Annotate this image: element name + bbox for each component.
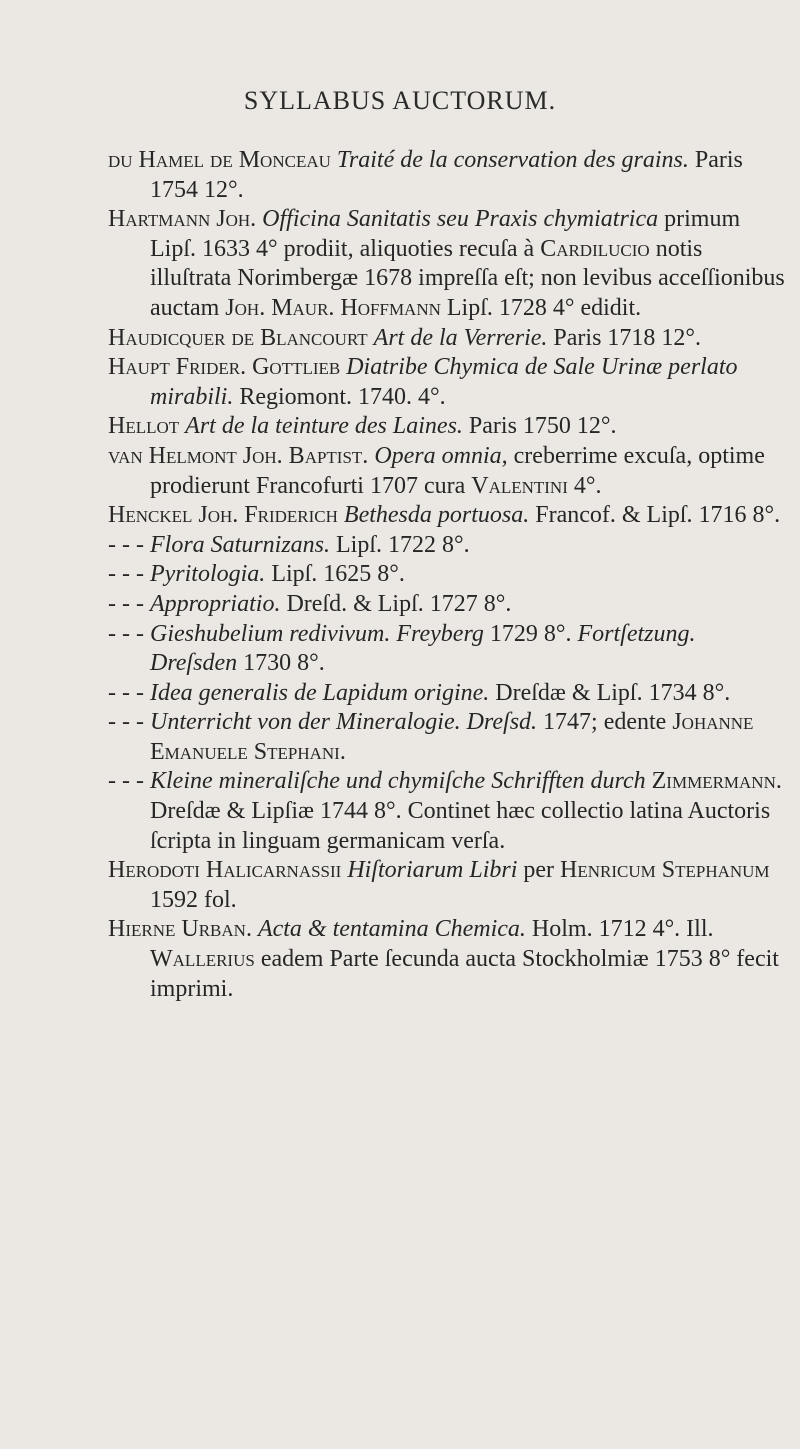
author-name: Henricum Stephanum — [560, 857, 770, 884]
author-name: Haupt Frider. Gottlieb — [108, 354, 341, 381]
bibliography-entry — [108, 590, 788, 620]
entry-text: 1730 8°. — [237, 650, 325, 677]
bibliography-entry — [108, 531, 788, 561]
entry-text: notis illuſtrata Norimbergæ 1678 impreſſa eſt; non levibus acceſſionibus auctam — [150, 235, 785, 321]
work-title: Appropriatio. — [149, 590, 281, 617]
bibliography-entry — [108, 501, 788, 531]
work-title: Traité de la conservation des grains. — [336, 147, 689, 173]
work-title: Bethesda portuosa. — [343, 502, 530, 529]
work-title: Pyritologia. — [149, 561, 266, 588]
work-title: Unterricht von der Mineralogie. Dreſsd. — [149, 709, 538, 736]
author-name: Henckel Joh. Friderich — [108, 502, 338, 529]
entry-text: Dreſdæ & Lipſ. 1734 8°. — [489, 679, 731, 706]
running-header: SYLLABUS AUCTORUM. — [243, 86, 557, 115]
author-name: Hartmann Joh. — [108, 206, 257, 233]
entry-text: - - - — [108, 620, 150, 647]
bibliography-entry — [108, 442, 788, 501]
bibliography-list — [108, 146, 788, 1004]
author-name: Herodoti Halicarnassii — [108, 857, 342, 884]
work-title: Fortſetzung. Dreſsden — [150, 620, 696, 677]
bibliography-entry — [108, 915, 788, 1004]
work-title: Opera omnia, — [374, 442, 508, 469]
entry-text: 1747; edente — [537, 709, 673, 736]
author-name: Haudicquer de Blancourt — [108, 324, 368, 351]
author-name: Hellot — [108, 413, 180, 440]
work-title: Art de la Verrerie. — [373, 324, 548, 351]
work-title: Kleine mineraliſche und chymiſche Schrifften durch — [149, 768, 646, 795]
entry-text: primum Lipſ. 1633 4° prodiit, aliquoties recuſa à — [150, 206, 741, 262]
work-title: Gieshubelium redivivum. Freyberg — [149, 620, 484, 647]
entry-text: Paris 1718 12°. — [547, 324, 702, 351]
bibliography-entry — [108, 324, 788, 354]
entry-text: - - - — [108, 561, 150, 588]
entry-text: Holm. 1712 4°. Ill. — [525, 916, 714, 943]
entry-text: 1592 fol. — [150, 886, 237, 913]
bibliography-entry — [108, 205, 788, 323]
entry-text: Paris 1754 12°. — [150, 147, 743, 203]
bibliography-entry — [108, 679, 788, 709]
author-name: Joh. Maur. Hoffmann — [225, 294, 441, 321]
author-name: van Helmont Joh. Baptist. — [108, 442, 369, 469]
work-title: Idea generalis de Lapidum origine. — [149, 679, 490, 706]
author-name: du Hamel de Monceau — [108, 147, 331, 173]
entry-text: Dreſd. & Lipſ. 1727 8°. — [280, 590, 512, 617]
entry-text: 1729 8°. — [483, 620, 578, 647]
bibliography-entry — [108, 856, 788, 915]
bibliography-entry — [108, 767, 788, 856]
work-title: Diatribe Chymica de Sale Urinæ perlato mirabili. — [150, 354, 738, 410]
author-name: Zimmermann. — [651, 768, 782, 795]
work-title: Officina Sanitatis seu Praxis chymiatrica — [262, 206, 659, 233]
entry-text: Paris 1750 12°. — [462, 413, 617, 440]
author-name: Hierne Urban. — [108, 916, 252, 943]
bibliography-entry — [108, 560, 788, 590]
entry-text: - - - — [108, 768, 150, 795]
entry-text: Lipſ. 1722 8°. — [330, 531, 470, 558]
bibliography-entry — [108, 412, 788, 442]
work-title: Acta & tentamina Chemica. — [257, 916, 526, 943]
bibliography-entry — [108, 146, 788, 205]
author-name: Wallerius — [150, 946, 255, 973]
bibliography-entry — [108, 353, 788, 412]
work-title: Flora Saturnizans. — [149, 531, 331, 558]
entry-text: Francof. & Lipſ. 1716 8°. — [529, 502, 781, 529]
bibliography-entry — [108, 620, 788, 679]
entry-text: per — [517, 857, 561, 884]
entry-text: - - - — [108, 590, 150, 617]
entry-text: Regiomont. 1740. 4°. — [233, 383, 446, 410]
entry-text: creberrime excuſa, optime prodierunt Francofurti 1707 cura — [150, 442, 765, 499]
entry-text: 4°. — [567, 472, 602, 499]
bibliography-entry — [108, 708, 788, 767]
entry-text: - - - — [108, 679, 150, 706]
entry-text: - - - — [108, 709, 150, 736]
entry-text: Lipſ. 1728 4° edidit. — [440, 294, 642, 321]
entry-text: Lipſ. 1625 8°. — [265, 561, 405, 588]
author-name: Cardilucio — [540, 235, 650, 262]
entry-text: - - - — [108, 531, 150, 558]
entry-text: Dreſdæ & Lipſiæ 1744 8°. Continet hæc collectio latina Auctoris ſcripta in linguam germanicam verſa. — [150, 798, 771, 854]
work-title: Hiſtoriarum Libri — [347, 857, 518, 884]
work-title: Art de la teinture des Laines. — [185, 413, 463, 440]
entry-text: eadem Parte ſecunda aucta Stockholmiæ 1753 8° fecit imprimi. — [150, 946, 779, 1002]
author-name: Johanne Emanuele Stephani. — [150, 709, 754, 765]
author-name: Valentini — [471, 472, 568, 499]
